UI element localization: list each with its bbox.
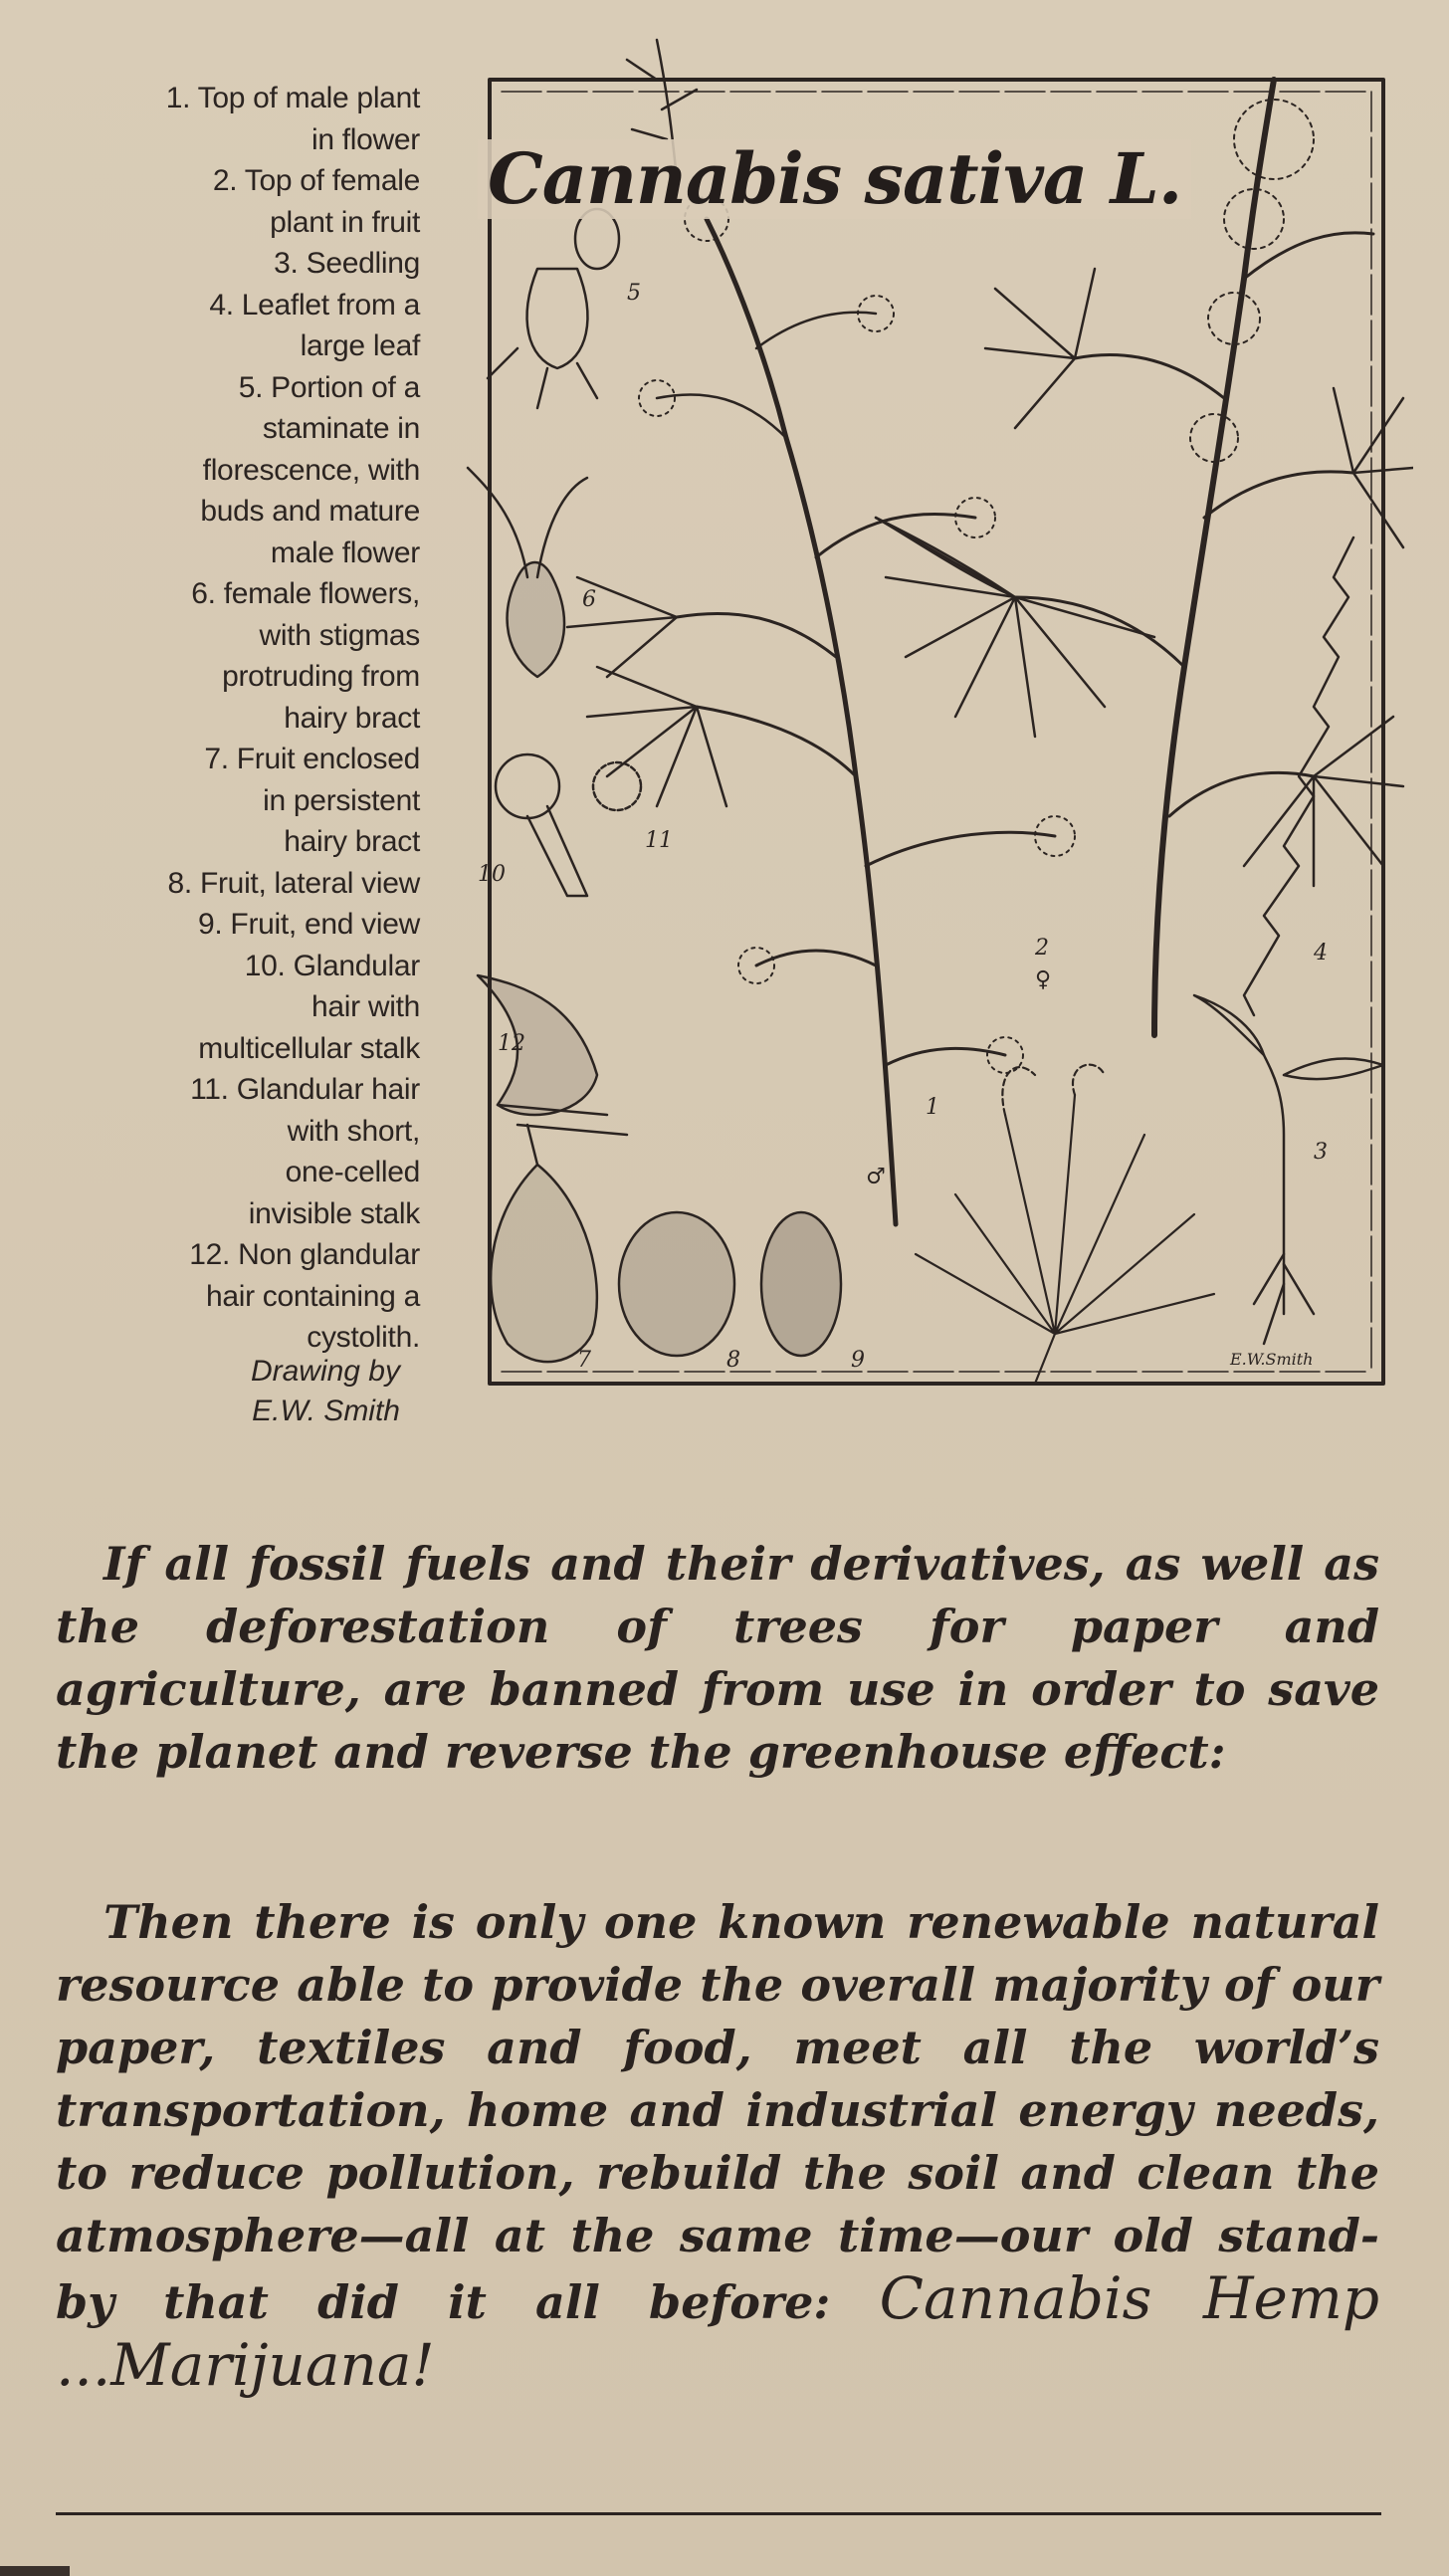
legend-line: 5. Portion of a: [238, 370, 420, 404]
page-corner-mark: [0, 2566, 70, 2576]
legend-line: 8. Fruit, lateral view: [167, 866, 420, 900]
female-symbol: ♀: [1035, 967, 1052, 992]
fig-number-1: 1: [926, 1095, 939, 1120]
male-symbol: ♂: [866, 1165, 886, 1189]
credit-line-1: Drawing by: [250, 1355, 400, 1388]
fig-number-2: 2: [1035, 936, 1049, 961]
fig-number-8: 8: [726, 1348, 740, 1373]
fig4-leaflet: [1244, 537, 1353, 1015]
fig-number-4: 4: [1314, 941, 1328, 966]
plate-title: Cannabis sativa L.: [478, 139, 1191, 219]
legend-line: hairy bract: [284, 825, 420, 858]
male-plant-stem: [707, 219, 896, 1224]
legend-line: 6. female flowers,: [191, 577, 420, 610]
legend-line: multicellular stalk: [198, 1031, 420, 1065]
legend-line: staminate in: [262, 412, 420, 445]
legend-line: 9. Fruit, end view: [197, 908, 420, 941]
legend-line: 2. Top of female: [212, 164, 420, 197]
cannabis-hemp-emphasis: Cannabis Hemp ...Marijuana!: [56, 2264, 1380, 2399]
fig-number-3: 3: [1314, 1140, 1328, 1165]
legend-line: 7. Fruit enclosed: [204, 743, 420, 775]
male-flower-cluster: [639, 197, 1075, 1073]
legend-line: one-celled: [285, 1156, 420, 1188]
fig-number-11: 11: [645, 828, 673, 853]
legend-line: with short,: [287, 1114, 420, 1148]
palmate-leaf-top: [985, 269, 1413, 547]
legend-line: plant in fruit: [270, 205, 420, 239]
legend-line: 4. Leaflet from a: [209, 288, 420, 322]
legend-line: 3. Seedling: [274, 247, 420, 280]
paragraph-conclusion-text: Then there is only one known renewable natural resource able to provide the overall majority of our paper, textiles and food, meet all the world’s transportation, home and industrial energy needs, to reduce pollution, rebuild the soil and clean the atmosphere—all at the same time—our old stand-by that did it all before:: [56, 1895, 1379, 2329]
fig-number-7: 7: [577, 1348, 591, 1373]
fig-number-6: 6: [582, 587, 596, 612]
legend-line: 10. Glandular: [244, 949, 420, 982]
botanical-drawing: [458, 20, 1413, 1413]
bottom-rule: [56, 2512, 1381, 2515]
botanical-illustration: [458, 20, 1413, 1413]
paragraph-premise: If all fossil fuels and their derivatives, as well as the deforestation of trees for paper and agriculture, are banned from use in order to save the planet and reverse the greenhouse effect:: [56, 1537, 1379, 1779]
fig5-staminate-flower: [488, 209, 619, 408]
drawing-credit: [149, 1352, 400, 1431]
credit-line-2: E.W. Smith: [252, 1395, 400, 1427]
fig-number-9: 9: [851, 1348, 865, 1373]
legend-line: invisible stalk: [248, 1196, 420, 1230]
legend-line: 1. Top of male plant: [165, 82, 420, 114]
palmate-leaf-right: [1244, 717, 1403, 886]
legend-line: hairy bract: [284, 701, 420, 735]
legend-line: male flower: [270, 536, 420, 569]
legend-line: cystolith.: [307, 1321, 420, 1354]
figure-legend: [109, 78, 420, 1359]
fig8-fruit-lateral: [619, 1212, 734, 1356]
legend-line: hair containing a: [205, 1279, 420, 1313]
fig-number-10: 10: [478, 862, 506, 887]
fig-number-12: 12: [498, 1031, 525, 1056]
legend-line: in flower: [310, 122, 420, 156]
female-flower-cluster: [1190, 100, 1314, 462]
paragraph-conclusion: [56, 1891, 1379, 2401]
female-plant-stem: [1154, 80, 1274, 1035]
large-leaf-fan: [916, 1065, 1214, 1384]
fig-number-5: 5: [627, 281, 641, 306]
legend-line: buds and mature: [200, 495, 420, 528]
fig9-fruit-end: [761, 1212, 841, 1356]
palmate-leaf-large: [876, 518, 1154, 737]
legend-line: hair with: [310, 990, 420, 1023]
legend-line: with stigmas: [259, 618, 420, 652]
legend-line: 11. Glandular hair: [190, 1073, 420, 1106]
legend-line: large leaf: [300, 329, 420, 362]
fig7-fruit-in-bract: [491, 1125, 597, 1362]
fig6-female-flower: [468, 468, 587, 677]
legend-line: in persistent: [263, 783, 420, 817]
fig3-seedling: [1194, 995, 1383, 1344]
legend-line: 12. Non glandular: [189, 1238, 420, 1271]
artist-signature: E.W.Smith: [1230, 1350, 1314, 1369]
fig10-glandular-hair: [496, 754, 587, 896]
legend-line: protruding from: [222, 660, 420, 693]
legend-line: florescence, with: [202, 453, 420, 487]
